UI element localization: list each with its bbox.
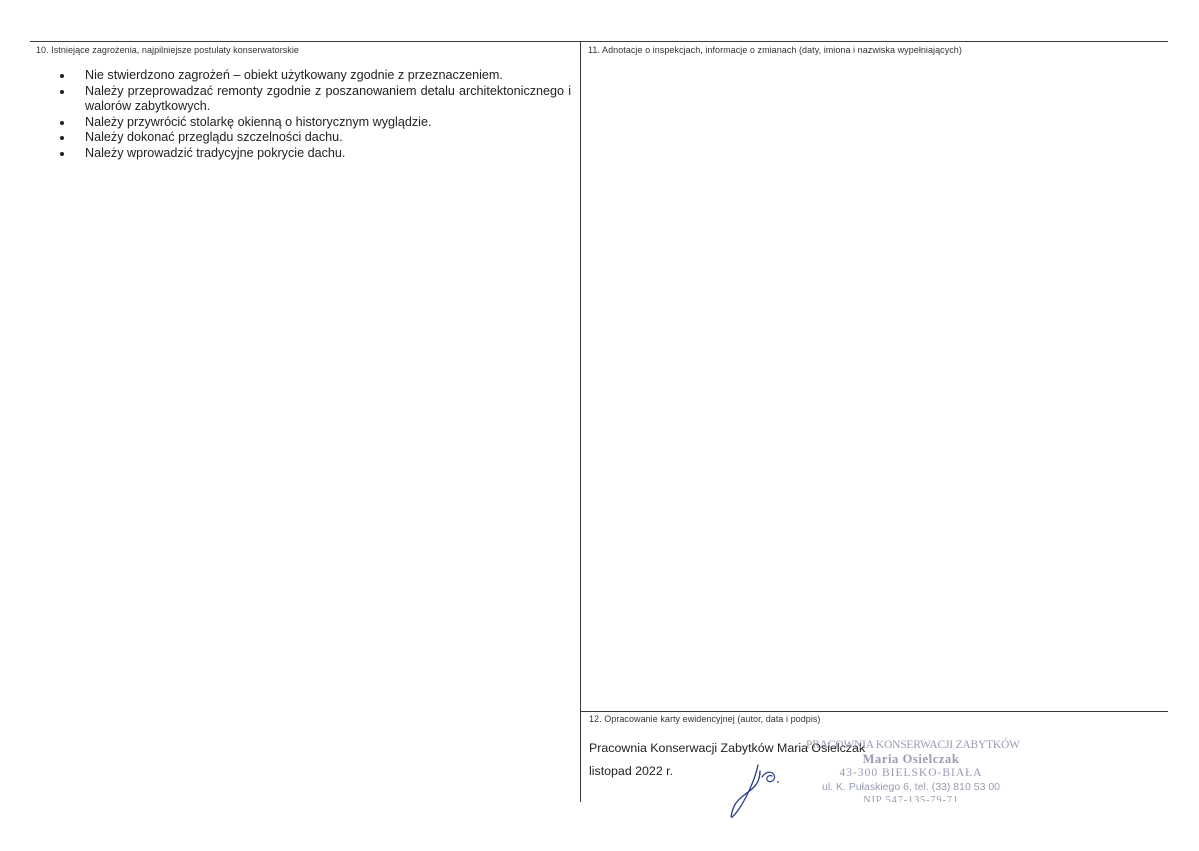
- company-stamp: [806, 738, 1020, 802]
- date-text: listopad 2022 r.: [589, 764, 674, 778]
- list-item: Należy dokonać przeglądu szczelności dachu.: [56, 130, 571, 146]
- stamp-line-4: ul. K. Pułaskiego 6, tel. (33) 810 53 00: [821, 781, 1001, 793]
- stamp-line-1: PRACOWNIA KONSERWACJI ZABYTKÓW: [806, 739, 1020, 751]
- section12-top-line: [580, 711, 1168, 712]
- bullet-icon: [60, 121, 64, 125]
- postulates-list: [56, 68, 571, 161]
- top-border-line: [30, 41, 1168, 42]
- stamp-line-5: NIP 547-135-79-71: [863, 795, 959, 802]
- handwritten-signature: [722, 757, 792, 823]
- list-item: Należy przeprowadzać remonty zgodnie z poszanowaniem detalu architektonicznego i walorów zabytkowych.: [56, 84, 571, 115]
- section10-label: 10. Istniejące zagrożenia, najpilniejsze postulaty konserwatorskie: [36, 45, 299, 55]
- bullet-icon: [60, 136, 64, 140]
- list-item: Nie stwierdzono zagrożeń – obiekt użytkowany zgodnie z przeznaczeniem.: [56, 68, 571, 84]
- list-item: Należy wprowadzić tradycyjne pokrycie dachu.: [56, 146, 571, 162]
- stamp-line-2: Maria Osielczak: [862, 752, 960, 766]
- bullet-icon: [60, 152, 64, 156]
- stamp-line-3: 43-300 BIELSKO-BIAŁA: [839, 767, 983, 779]
- bullet-icon: [60, 74, 64, 78]
- section11-label: 11. Adnotacje o inspekcjach, informacje o zmianach (daty, imiona i nazwiska wypełniających): [588, 45, 962, 55]
- bullet-icon: [60, 90, 64, 94]
- author-text: Pracownia Konserwacji Zabytków Maria Osielczak: [589, 741, 866, 755]
- section12-label: 12. Opracowanie karty ewidencyjnej (autor, data i podpis): [589, 714, 821, 724]
- column-divider-line: [580, 41, 581, 802]
- list-item: Należy przywrócić stolarkę okienną o historycznym wyglądzie.: [56, 115, 571, 131]
